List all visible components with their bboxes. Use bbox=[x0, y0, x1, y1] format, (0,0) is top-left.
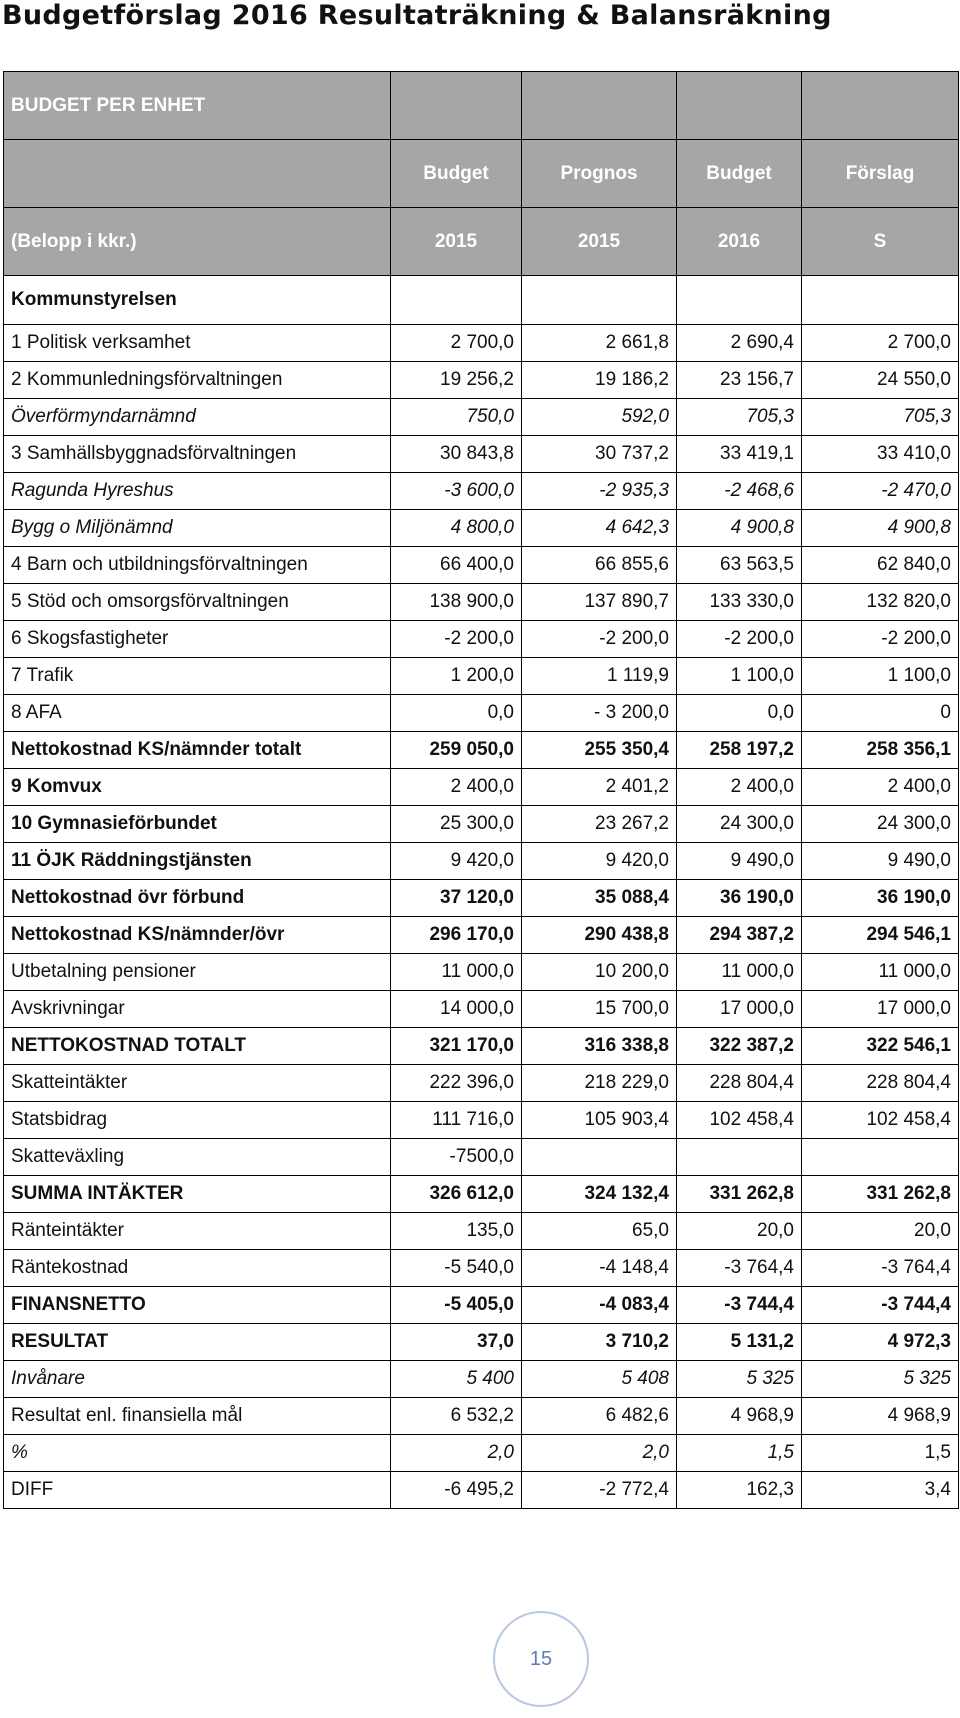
header-blank-cell bbox=[391, 72, 522, 140]
value-cell: 218 229,0 bbox=[522, 1065, 677, 1102]
row-label: Ragunda Hyreshus bbox=[4, 473, 391, 510]
row-label: Nettokostnad övr förbund bbox=[4, 880, 391, 917]
value-cell: 0 bbox=[802, 695, 959, 732]
value-cell: 2 401,2 bbox=[522, 769, 677, 806]
value-cell: 24 300,0 bbox=[677, 806, 802, 843]
value-cell: 30 843,8 bbox=[391, 436, 522, 473]
value-cell: 65,0 bbox=[522, 1213, 677, 1250]
value-cell: 322 546,1 bbox=[802, 1028, 959, 1065]
value-cell: 259 050,0 bbox=[391, 732, 522, 769]
table-row bbox=[4, 880, 959, 917]
value-cell: 35 088,4 bbox=[522, 880, 677, 917]
value-cell: 316 338,8 bbox=[522, 1028, 677, 1065]
row-label: Bygg o Miljönämnd bbox=[4, 510, 391, 547]
table-row bbox=[4, 695, 959, 732]
header-blank-cell bbox=[522, 72, 677, 140]
value-cell: 5 131,2 bbox=[677, 1324, 802, 1361]
value-cell: 111 716,0 bbox=[391, 1102, 522, 1139]
table-row bbox=[4, 1250, 959, 1287]
row-label: % bbox=[4, 1435, 391, 1472]
value-cell: 4 972,3 bbox=[802, 1324, 959, 1361]
row-label: Resultat enl. finansiella mål bbox=[4, 1398, 391, 1435]
value-cell: 19 256,2 bbox=[391, 362, 522, 399]
section-row bbox=[4, 276, 959, 325]
table-row bbox=[4, 658, 959, 695]
value-cell: 24 300,0 bbox=[802, 806, 959, 843]
value-cell: -6 495,2 bbox=[391, 1472, 522, 1509]
value-cell: 5 325 bbox=[802, 1361, 959, 1398]
table-row bbox=[4, 1361, 959, 1398]
value-cell: 2,0 bbox=[522, 1435, 677, 1472]
table-row bbox=[4, 1102, 959, 1139]
value-cell: 9 420,0 bbox=[522, 843, 677, 880]
value-cell: 102 458,4 bbox=[802, 1102, 959, 1139]
header-year-cell: 2016 bbox=[677, 208, 802, 276]
value-cell: 255 350,4 bbox=[522, 732, 677, 769]
table-row bbox=[4, 1213, 959, 1250]
row-label: Statsbidrag bbox=[4, 1102, 391, 1139]
value-cell: 2 400,0 bbox=[802, 769, 959, 806]
value-cell: 3 710,2 bbox=[522, 1324, 677, 1361]
value-cell: 4 968,9 bbox=[677, 1398, 802, 1435]
table-row bbox=[4, 325, 959, 362]
value-cell: -2 935,3 bbox=[522, 473, 677, 510]
row-label: 8 AFA bbox=[4, 695, 391, 732]
page-title: Budgetförslag 2016 Resultaträkning & Balansräkning bbox=[2, 0, 832, 31]
value-cell: 20,0 bbox=[802, 1213, 959, 1250]
value-cell: 2 661,8 bbox=[522, 325, 677, 362]
value-cell: 9 420,0 bbox=[391, 843, 522, 880]
header-year-cell: 2015 bbox=[391, 208, 522, 276]
header-blank-cell bbox=[677, 72, 802, 140]
value-cell: 105 903,4 bbox=[522, 1102, 677, 1139]
row-label: 7 Trafik bbox=[4, 658, 391, 695]
value-cell: 4 900,8 bbox=[677, 510, 802, 547]
value-cell: 33 410,0 bbox=[802, 436, 959, 473]
table-row bbox=[4, 584, 959, 621]
value-cell: 222 396,0 bbox=[391, 1065, 522, 1102]
value-cell: 133 330,0 bbox=[677, 584, 802, 621]
value-cell: 102 458,4 bbox=[677, 1102, 802, 1139]
value-cell: 19 186,2 bbox=[522, 362, 677, 399]
value-cell: 36 190,0 bbox=[802, 880, 959, 917]
value-cell: 66 855,6 bbox=[522, 547, 677, 584]
table-row bbox=[4, 1028, 959, 1065]
table-row bbox=[4, 473, 959, 510]
table-row bbox=[4, 436, 959, 473]
table-row bbox=[4, 1139, 959, 1176]
table-row bbox=[4, 362, 959, 399]
row-label: 4 Barn och utbildningsförvaltningen bbox=[4, 547, 391, 584]
header-row-year bbox=[4, 208, 959, 276]
table-row bbox=[4, 510, 959, 547]
value-cell: 5 400 bbox=[391, 1361, 522, 1398]
value-cell: -3 600,0 bbox=[391, 473, 522, 510]
value-cell bbox=[522, 1139, 677, 1176]
value-cell: - 3 200,0 bbox=[522, 695, 677, 732]
row-label: SUMMA INTÄKTER bbox=[4, 1176, 391, 1213]
value-cell: 2 700,0 bbox=[391, 325, 522, 362]
header-type-cell: Prognos bbox=[522, 140, 677, 208]
row-label: Utbetalning pensioner bbox=[4, 954, 391, 991]
budget-table bbox=[3, 71, 959, 1509]
value-cell: -2 200,0 bbox=[677, 621, 802, 658]
header-row-unit bbox=[4, 72, 959, 140]
value-cell: 290 438,8 bbox=[522, 917, 677, 954]
value-cell: 228 804,4 bbox=[802, 1065, 959, 1102]
value-cell: 326 612,0 bbox=[391, 1176, 522, 1213]
row-label: Skatteväxling bbox=[4, 1139, 391, 1176]
value-cell: -4 083,4 bbox=[522, 1287, 677, 1324]
value-cell: 14 000,0 bbox=[391, 991, 522, 1028]
row-label: DIFF bbox=[4, 1472, 391, 1509]
value-cell: -2 200,0 bbox=[391, 621, 522, 658]
row-label: 2 Kommunledningsförvaltningen bbox=[4, 362, 391, 399]
value-cell: 1 100,0 bbox=[802, 658, 959, 695]
table-row bbox=[4, 399, 959, 436]
value-cell: 135,0 bbox=[391, 1213, 522, 1250]
row-label: Avskrivningar bbox=[4, 991, 391, 1028]
table-row bbox=[4, 1324, 959, 1361]
value-cell: 25 300,0 bbox=[391, 806, 522, 843]
value-cell: 11 000,0 bbox=[677, 954, 802, 991]
value-cell: 6 482,6 bbox=[522, 1398, 677, 1435]
page-number-badge bbox=[493, 1611, 589, 1707]
header-blank-cell bbox=[802, 72, 959, 140]
row-label: Räntekostnad bbox=[4, 1250, 391, 1287]
table-row bbox=[4, 806, 959, 843]
value-cell: 4 900,8 bbox=[802, 510, 959, 547]
value-cell: 2 690,4 bbox=[677, 325, 802, 362]
value-cell: 11 000,0 bbox=[802, 954, 959, 991]
table-row bbox=[4, 1472, 959, 1509]
value-cell: 15 700,0 bbox=[522, 991, 677, 1028]
value-cell: 17 000,0 bbox=[802, 991, 959, 1028]
value-cell: 37 120,0 bbox=[391, 880, 522, 917]
row-label: Invånare bbox=[4, 1361, 391, 1398]
value-cell: -5 405,0 bbox=[391, 1287, 522, 1324]
page-number: 15 bbox=[529, 1647, 553, 1670]
value-cell: 30 737,2 bbox=[522, 436, 677, 473]
table-row bbox=[4, 917, 959, 954]
section-blank-cell bbox=[391, 276, 522, 325]
value-cell: 1 100,0 bbox=[677, 658, 802, 695]
value-cell: 294 546,1 bbox=[802, 917, 959, 954]
value-cell: 138 900,0 bbox=[391, 584, 522, 621]
section-blank-cell bbox=[677, 276, 802, 325]
section-blank-cell bbox=[802, 276, 959, 325]
row-label: Ränteintäkter bbox=[4, 1213, 391, 1250]
value-cell bbox=[677, 1139, 802, 1176]
value-cell: -2 200,0 bbox=[802, 621, 959, 658]
value-cell: 10 200,0 bbox=[522, 954, 677, 991]
value-cell: 4 800,0 bbox=[391, 510, 522, 547]
value-cell: 331 262,8 bbox=[677, 1176, 802, 1213]
value-cell: 4 968,9 bbox=[802, 1398, 959, 1435]
value-cell: 33 419,1 bbox=[677, 436, 802, 473]
table-row bbox=[4, 843, 959, 880]
value-cell: 2,0 bbox=[391, 1435, 522, 1472]
value-cell: 62 840,0 bbox=[802, 547, 959, 584]
value-cell bbox=[802, 1139, 959, 1176]
table-row bbox=[4, 621, 959, 658]
table-row bbox=[4, 1287, 959, 1324]
value-cell: 162,3 bbox=[677, 1472, 802, 1509]
table-row bbox=[4, 1435, 959, 1472]
table-row bbox=[4, 1065, 959, 1102]
value-cell: 37,0 bbox=[391, 1324, 522, 1361]
value-cell: -5 540,0 bbox=[391, 1250, 522, 1287]
row-label: RESULTAT bbox=[4, 1324, 391, 1361]
value-cell: 9 490,0 bbox=[802, 843, 959, 880]
row-label: 9 Komvux bbox=[4, 769, 391, 806]
row-label: 11 ÖJK Räddningstjänsten bbox=[4, 843, 391, 880]
row-label: Överförmyndarnämnd bbox=[4, 399, 391, 436]
value-cell: 322 387,2 bbox=[677, 1028, 802, 1065]
row-label: Skatteintäkter bbox=[4, 1065, 391, 1102]
section-blank-cell bbox=[522, 276, 677, 325]
value-cell: 5 325 bbox=[677, 1361, 802, 1398]
header-year-cell: S bbox=[802, 208, 959, 276]
value-cell: 137 890,7 bbox=[522, 584, 677, 621]
value-cell: 5 408 bbox=[522, 1361, 677, 1398]
row-label: NETTOKOSTNAD TOTALT bbox=[4, 1028, 391, 1065]
value-cell: 20,0 bbox=[677, 1213, 802, 1250]
value-cell: -3 744,4 bbox=[802, 1287, 959, 1324]
header-amount-label: (Belopp i kkr.) bbox=[4, 208, 391, 276]
value-cell: 1 200,0 bbox=[391, 658, 522, 695]
value-cell: 66 400,0 bbox=[391, 547, 522, 584]
value-cell: -2 470,0 bbox=[802, 473, 959, 510]
value-cell: 36 190,0 bbox=[677, 880, 802, 917]
value-cell: -7500,0 bbox=[391, 1139, 522, 1176]
row-label: 3 Samhällsbyggnadsförvaltningen bbox=[4, 436, 391, 473]
value-cell: 9 490,0 bbox=[677, 843, 802, 880]
value-cell: 705,3 bbox=[802, 399, 959, 436]
header-unit-label: BUDGET PER ENHET bbox=[4, 72, 391, 140]
header-blank-cell bbox=[4, 140, 391, 208]
header-type-cell: Budget bbox=[391, 140, 522, 208]
value-cell: 6 532,2 bbox=[391, 1398, 522, 1435]
value-cell: 2 400,0 bbox=[677, 769, 802, 806]
value-cell: 321 170,0 bbox=[391, 1028, 522, 1065]
value-cell: 592,0 bbox=[522, 399, 677, 436]
row-label: 1 Politisk verksamhet bbox=[4, 325, 391, 362]
value-cell: -3 744,4 bbox=[677, 1287, 802, 1324]
row-label: Nettokostnad KS/nämnder totalt bbox=[4, 732, 391, 769]
value-cell: 3,4 bbox=[802, 1472, 959, 1509]
row-label: 6 Skogsfastigheter bbox=[4, 621, 391, 658]
table-row bbox=[4, 1176, 959, 1213]
value-cell: 258 197,2 bbox=[677, 732, 802, 769]
value-cell: 2 400,0 bbox=[391, 769, 522, 806]
value-cell: 132 820,0 bbox=[802, 584, 959, 621]
table-row bbox=[4, 954, 959, 991]
value-cell: 63 563,5 bbox=[677, 547, 802, 584]
value-cell: 228 804,4 bbox=[677, 1065, 802, 1102]
value-cell: 17 000,0 bbox=[677, 991, 802, 1028]
value-cell: 4 642,3 bbox=[522, 510, 677, 547]
value-cell: 324 132,4 bbox=[522, 1176, 677, 1213]
value-cell: 2 700,0 bbox=[802, 325, 959, 362]
row-label: Nettokostnad KS/nämnder/övr bbox=[4, 917, 391, 954]
value-cell: -4 148,4 bbox=[522, 1250, 677, 1287]
value-cell: 331 262,8 bbox=[802, 1176, 959, 1213]
value-cell: 23 156,7 bbox=[677, 362, 802, 399]
row-label: 5 Stöd och omsorgsförvaltningen bbox=[4, 584, 391, 621]
row-label: FINANSNETTO bbox=[4, 1287, 391, 1324]
table-row bbox=[4, 769, 959, 806]
header-year-cell: 2015 bbox=[522, 208, 677, 276]
section-label: Kommunstyrelsen bbox=[4, 276, 391, 325]
table-row bbox=[4, 1398, 959, 1435]
table-row bbox=[4, 732, 959, 769]
value-cell: 705,3 bbox=[677, 399, 802, 436]
header-row-type bbox=[4, 140, 959, 208]
value-cell: 750,0 bbox=[391, 399, 522, 436]
header-type-cell: Budget bbox=[677, 140, 802, 208]
value-cell: 0,0 bbox=[391, 695, 522, 732]
value-cell: 24 550,0 bbox=[802, 362, 959, 399]
value-cell: 1,5 bbox=[677, 1435, 802, 1472]
value-cell: 294 387,2 bbox=[677, 917, 802, 954]
value-cell: 0,0 bbox=[677, 695, 802, 732]
value-cell: 296 170,0 bbox=[391, 917, 522, 954]
table-row bbox=[4, 991, 959, 1028]
value-cell: -3 764,4 bbox=[802, 1250, 959, 1287]
value-cell: -3 764,4 bbox=[677, 1250, 802, 1287]
value-cell: 258 356,1 bbox=[802, 732, 959, 769]
value-cell: 23 267,2 bbox=[522, 806, 677, 843]
value-cell: 1 119,9 bbox=[522, 658, 677, 695]
row-label: 10 Gymnasieförbundet bbox=[4, 806, 391, 843]
value-cell: 1,5 bbox=[802, 1435, 959, 1472]
value-cell: 11 000,0 bbox=[391, 954, 522, 991]
value-cell: -2 772,4 bbox=[522, 1472, 677, 1509]
header-type-cell: Förslag bbox=[802, 140, 959, 208]
value-cell: -2 200,0 bbox=[522, 621, 677, 658]
table-row bbox=[4, 547, 959, 584]
value-cell: -2 468,6 bbox=[677, 473, 802, 510]
